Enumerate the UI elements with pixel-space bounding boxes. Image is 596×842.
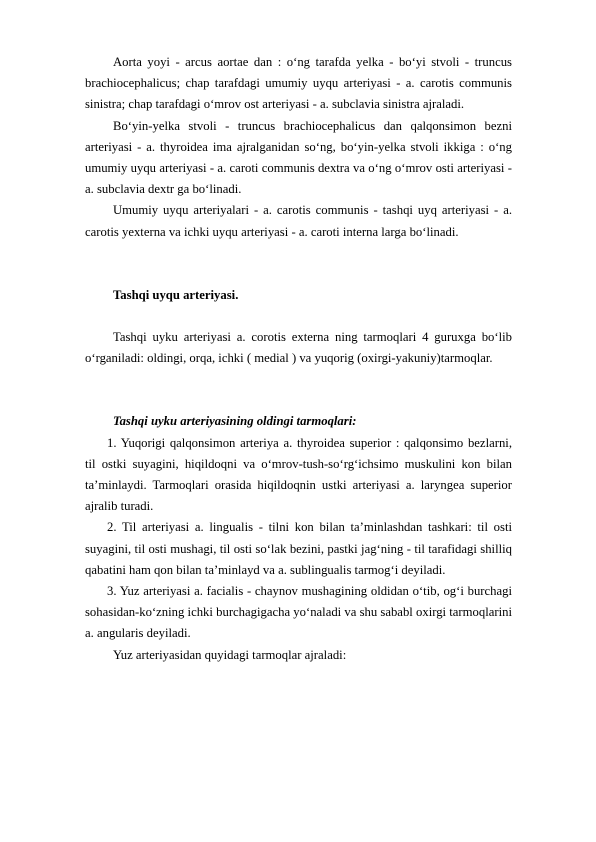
spacer [85,390,512,411]
external-carotid-paragraph: Tashqi uyku arteriyasi a. corotis externa ning tarmoqlari 4 guruxga bo‘lib o‘rganiladi: oldingi, orqa, ichki ( medial ) va yuqorig (oxirgi-yakuniy)tarmoqlar. [85,330,512,366]
section-heading-external-carotid: Tashqi uyqu arteriyasi. [113,287,239,302]
spacer [85,306,512,327]
section-heading-anterior-branches: Tashqi uyku arteriyasining oldingi tarmoqlari: [113,414,357,429]
intro-paragraph-brachiocephalic: Bo‘yin-yelka stvoli - truncus brachiocephalicus dan qalqonsimon bezni arteriyasi - a. thyroidea ima ajralganidan so‘ng, bo‘yin-yelka stvoli ikkiga : o‘ng umumiy uyqu arteriyasi - a. caroti communis dextra va o‘ng o‘mrov osti arteriyasi - a. subclavia dextr ga bo‘linadi. [85,118,512,197]
intro-paragraph-carotis: Umumiy uyqu arteriyalari - a. carotis communis - tashqi uyq arteriyasi - a. carotis yexterna va ichki uyqu arteriyasi - a. caroti interna larga bo‘linadi. [85,203,512,239]
closing-line: Yuz arteriyasidan quyidagi tarmoqlar ajraladi: [113,647,347,662]
document-page [85,52,512,666]
spacer [85,243,512,264]
spacer [85,369,512,390]
list-item-thyroid-artery: 1. Yuqorigi qalqonsimon arteriya a. thyroidea superior : qalqonsimo bezlarni, til ostki suyagini, hiqildoqni va o‘mrov-tush-so‘rg‘ichsimo muskulini kon bilan ta’minlaydi. Tarmoqlari orasida hiqildoqnin ustki arteriyasi a. laryngea superior ajralib turadi. [85,435,512,514]
intro-paragraph-aorta: Aorta yoyi - arcus aortae dan : o‘ng tarafda yelka - bo‘yi stvoli - truncus brachiocephalicus; chap tarafdagi umumiy uyqu arteriyasi - a. carotis communis sinistra; chap tarafdagi o‘mrov ost arteriyasi - a. subclavia sinistra ajraladi. [85,55,512,112]
list-item-facial-artery: 3. Yuz arteriyasi a. facialis - chaynov mushagining oldidan o‘tib, og‘i burchagi sohasidan-ko‘zning ichki burchagigacha yo‘naladi va shu sababl oxirgi tarmoqlarini a. angularis deyiladi. [85,584,512,641]
list-item-lingual-artery: 2. Til arteriyasi a. lingualis - tilni kon bilan ta’minlashdan tashkari: til osti suyagini, til osti mushagi, til osti so‘lak bezini, pastki jag‘ning - til tarafidagi shilliq qabatini ham qon bilan ta’minlayd va a. sublingualis tarmog‘i deyiladi. [85,520,512,577]
spacer [85,264,512,285]
